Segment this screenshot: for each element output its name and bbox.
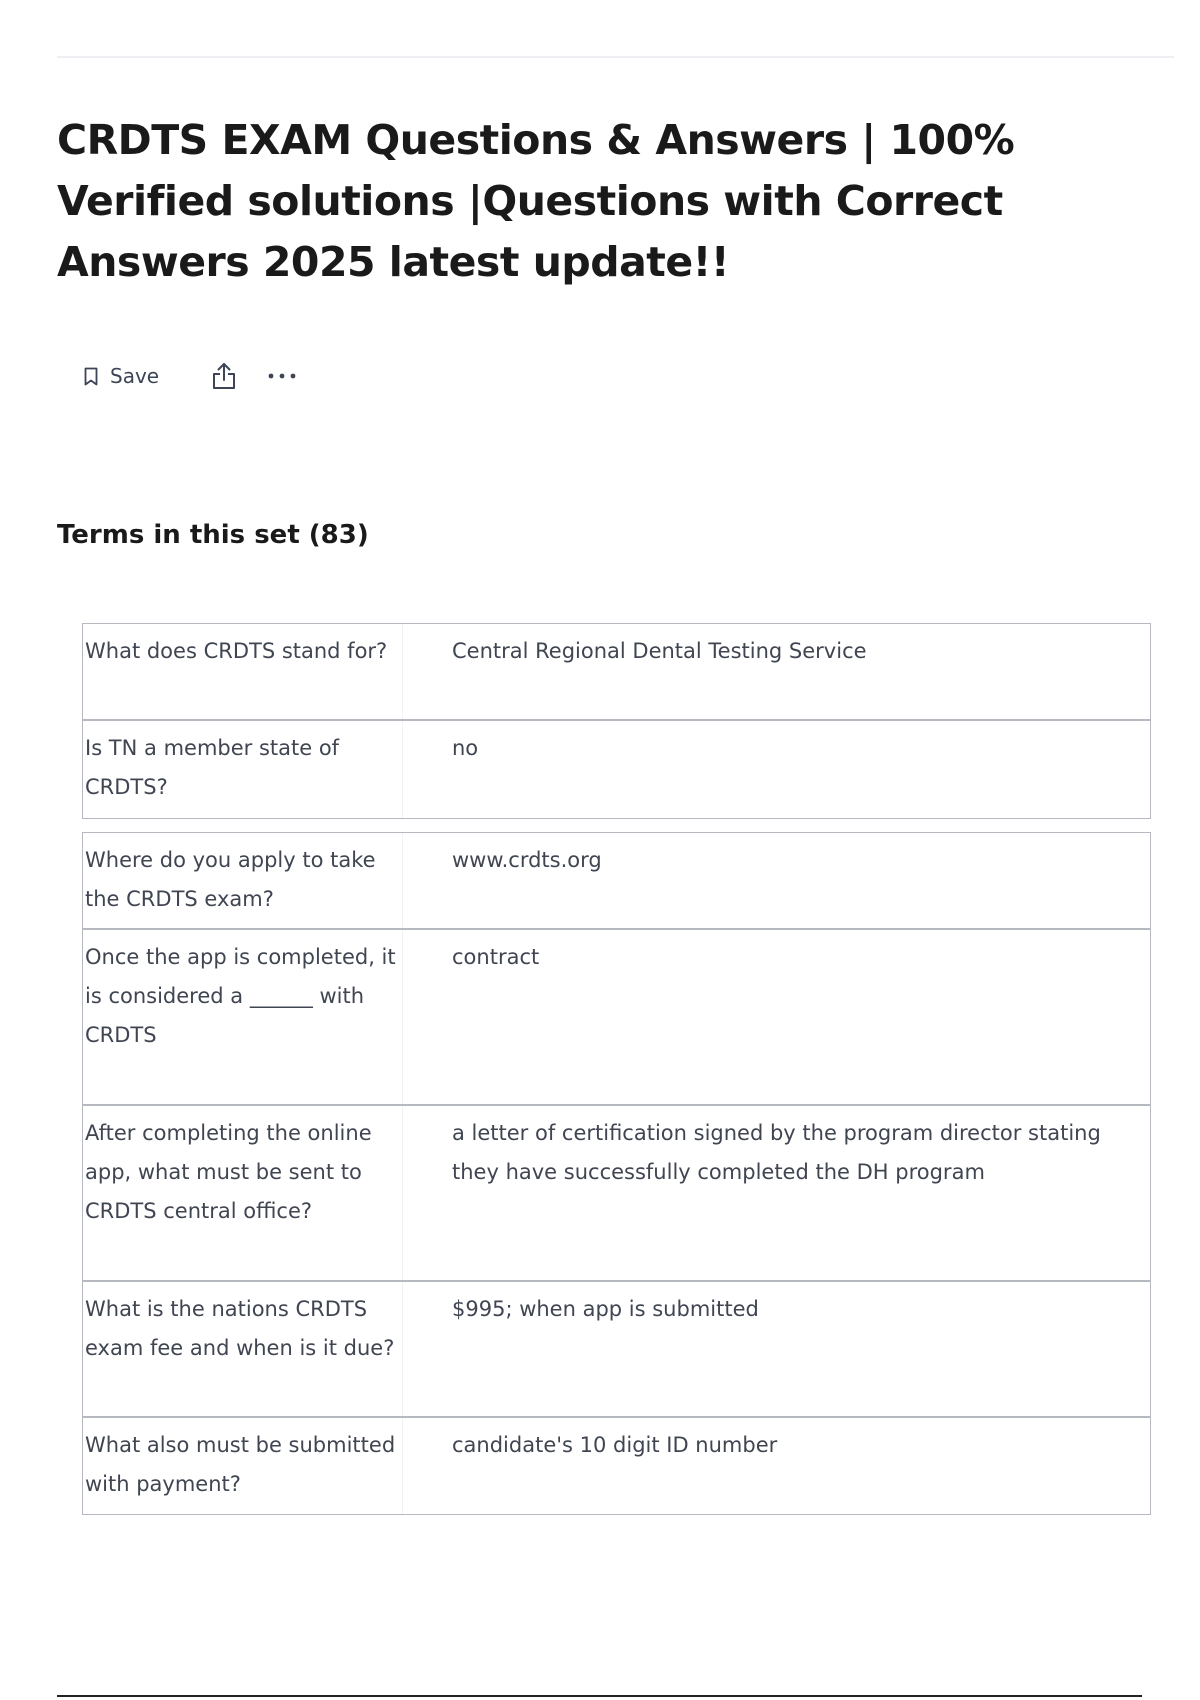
definition-text: www.crdts.org <box>452 848 602 872</box>
more-options-button[interactable] <box>267 372 297 380</box>
term-row <box>83 721 1150 818</box>
action-bar <box>84 358 297 394</box>
term-text: Where do you apply to take the CRDTS exam? <box>83 833 403 928</box>
more-icon <box>267 372 297 380</box>
bottom-divider <box>57 1695 1142 1697</box>
term-text: Once the app is completed, it is considered a ______ with CRDTS <box>83 930 403 1104</box>
page-title: CRDTS EXAM Questions & Answers | 100% Verified solutions |Questions with Correct Answers 2025 latest update!! <box>57 116 1015 286</box>
term-row <box>83 930 1150 1106</box>
term-text: What also must be submitted with payment? <box>83 1418 403 1514</box>
term-row <box>83 1418 1150 1514</box>
definition-text: Central Regional Dental Testing Service <box>452 639 867 663</box>
term-row <box>83 1106 1150 1282</box>
term-text: What does CRDTS stand for? <box>83 624 403 719</box>
top-divider <box>57 56 1174 58</box>
definition-text: no <box>452 736 479 760</box>
save-label: Save <box>110 364 160 388</box>
term-text: After completing the online app, what must be sent to CRDTS central office? <box>83 1106 403 1280</box>
term-text: What is the nations CRDTS exam fee and when is it due? <box>83 1282 403 1416</box>
term-text: Is TN a member state of CRDTS? <box>83 721 403 818</box>
term-row <box>83 624 1150 721</box>
term-row <box>83 833 1150 930</box>
definition-text: candidate's 10 digit ID number <box>452 1433 778 1457</box>
bookmark-icon <box>84 367 98 386</box>
terms-heading: Terms in this set (83) <box>57 520 369 550</box>
share-icon <box>211 361 237 391</box>
save-button[interactable] <box>84 364 159 388</box>
definition-text: $995; when app is submitted <box>452 1297 759 1321</box>
definition-text: a letter of certification signed by the program director stating they have successfully completed the DH program <box>452 1121 1101 1184</box>
term-row <box>83 1282 1150 1418</box>
terms-table <box>82 832 1151 1515</box>
definition-text: contract <box>452 945 540 969</box>
terms-table <box>82 623 1151 819</box>
share-button[interactable] <box>211 361 237 391</box>
